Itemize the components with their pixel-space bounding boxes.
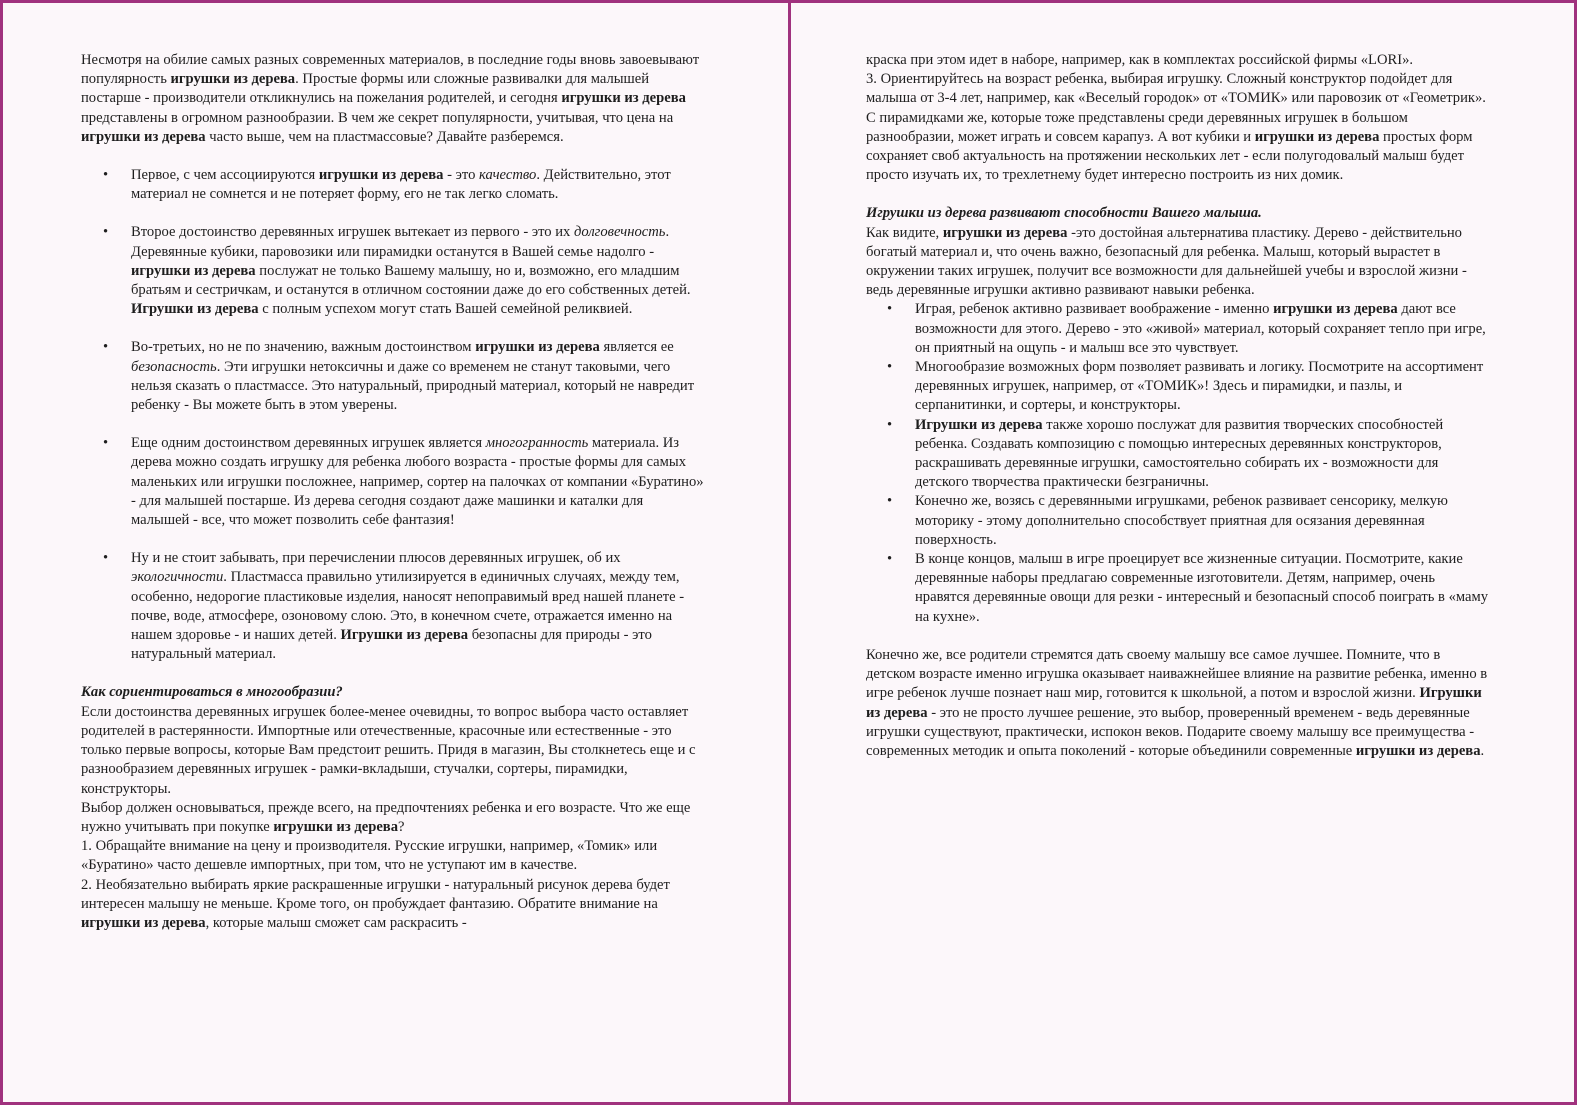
list-item: • Первое, с чем ассоциируются игрушки из дерева - это качество. Действительно, этот материал не сомнется и не потеряет форму, его не так легко сломать. — [103, 167, 671, 203]
bullet-icon: • — [103, 224, 109, 241]
page-right — [866, 51, 1489, 761]
bullet-icon: • — [103, 339, 109, 356]
development-paragraph: Как видите, игрушки из дерева -это достойная альтернатива пластику. Дерево - действительно богатый материал и, что очень важно, безопасный для ребенка. Малыш, который вырастет в окружении таких игрушек, получит все возможности для дальнейшей учебы и взрослой жизни - ведь деревянные игрушки активно развивают навыки ребенка. — [866, 224, 1467, 299]
list-item: • Играя, ребенок активно развивает воображение - именно игрушки из дерева дают все возможности для этого. Дерево - это «живой» материал, который сохраняет тепло при игре, он приятный на ощупь - и малыш все это чувствует. — [887, 301, 1486, 356]
list-item: • Многообразие возможных форм позволяет развивать и логику. Посмотрите на ассортимент деревянных игрушек, например, от «ТОМИК»! Здесь и пирамидки, и пазлы, и серпанитинки, и сортеры, и конструкторы. — [887, 359, 1484, 414]
section-heading: Игрушки из дерева развивают способности Вашего малыша. — [866, 205, 1262, 222]
list-item: • Еще одним достоинством деревянных игрушек является многогранность материала. Из дерева можно создать игрушку для ребенка любого возраста - простые формы для самых маленьких или игрушки посложнее, например, сортер на палочках от компании «Буратино» - для малышей постарше. Из дерева сегодня создают даже машинки и каталки для малышей - все, что может позволить себе фантазия! — [103, 435, 704, 529]
numbered-item-2: 2. Необязательно выбирать яркие раскрашенные игрушки - натуральный рисунок дерева будет интересен малышу не меньше. Кроме того, он пробуждает фантазию. Обратите внимание на игрушки из дерева, которые малыш сможет сам раскрасить - — [81, 876, 670, 931]
basis-paragraph: Выбор должен основываться, прежде всего, на предпочтениях ребенка и его возрасте. Что же еще нужно учитывать при покупке игрушки из дерева? — [81, 799, 691, 835]
bullet-icon: • — [103, 435, 109, 452]
intro-paragraph: Несмотря на обилие самых разных современных материалов, в последние годы вновь завоевывают популярность игрушки из дерева. Простые формы или сложные развивалки для малышей постарше - производители откликнулись на пожелания родителей, и сегодня игрушки из дерева представлены в огромном разнообразии. В чем же секрет популярности, учитывая, что цена на игрушки из дерева часто выше, чем на пластмассовые? Давайте разберемся. — [81, 52, 700, 145]
development-list — [866, 300, 1489, 626]
bullet-icon: • — [103, 167, 109, 184]
bullet-icon: • — [887, 301, 893, 318]
bullet-icon: • — [887, 416, 893, 433]
bullet-icon: • — [103, 550, 109, 567]
bullet-icon: • — [887, 359, 893, 376]
numbered-item-3: 3. Ориентируйтесь на возраст ребенка, выбирая игрушку. Сложный конструктор подойдет для малыша от 3-4 лет, например, как «Веселый городок» от «ТОМИК» или паровозик от «Геометрик». С пирамидками же, которые тоже представлены среди деревянных игрушек в большом разнообразии, может играть и совсем карапуз. А вот кубики и игрушки из дерева простых форм сохраняет своб актуальность на протяжении нескольких лет - если полугодовалый малыш будет просто изучать их, то трехлетнему будет интересно построить из них домик. — [866, 71, 1486, 184]
continuation-text: краска при этом идет в наборе, например, как в комплектах российской фирмы «LORI». — [866, 52, 1414, 68]
final-paragraph: Конечно же, все родители стремятся дать своему малышу все самое лучшее. Помните, что в детском возрасте именно игрушка оказывает наиважнейшее влияние на развитие ребенка, именно в игре ребенок лучше познает наш мир, готовится к школьной, а потом и взрослой жизни. Игрушки из дерева - это не просто лучшее решение, это выбор, проверенный временем - ведь деревянные игрушки существуют, практически, испокон веков. Подарите своему малышу все преимущества - современных методик и опыта поколений - которые объединили современные игрушки из дерева. — [866, 646, 1488, 759]
list-item: • Во-третьих, но не по значению, важным достоинством игрушки из дерева является ее безопасность. Эти игрушки нетоксичны и даже со временем не станут таковыми, чего нельзя сказать о пластмассе. Это натуральный, природный материал, который не навредит ребенку - Вы можете быть в этом уверены. — [103, 339, 695, 414]
section-heading: Как сориентироваться в многообразии? — [81, 684, 343, 701]
choice-paragraph: Если достоинства деревянных игрушек более-менее очевидны, то вопрос выбора часто оставляет родителей в растерянности. Импортные или отечественные, красочные или естественные - это только первые вопросы, которые Вам предстоит решить. Придя в магазин, Вы столкнетесь еще и с разнообразием деревянных игрушек - рамки-вкладыши, стучалки, сортеры, пирамидки, конструкторы. — [81, 703, 696, 797]
bullet-icon: • — [887, 493, 893, 510]
list-item: • Ну и не стоит забывать, при перечислении плюсов деревянных игрушек, об их экологичности. Пластмасса правильно утилизируется в единичных случаях, между тем, особенно, недорогие пластиковые изделия, наносят непоправимый вред нашей планете - почве, воде, атмосфере, озоновому слою. Это, в конечном счете, отражается именно на нашем здоровье - и наших детей. Игрушки из дерева безопасны для природы - это натуральный материал. — [103, 550, 685, 663]
list-item: • Второе достоинство деревянных игрушек вытекает из первого - это их долговечность. Деревянные кубики, паровозики или пирамидки останутся в Вашей семье надолго - игрушки из дерева послужат не только Вашему малышу, но и, возможно, его младшим братьям и сестричкам, и останутся в отличном состоянии даже до его собственных детей. Игрушки из дерева с полным успехом могут стать Вашей семейной реликвией. — [103, 224, 691, 318]
page-left — [81, 51, 704, 933]
page-divider — [788, 3, 791, 1102]
bullet-icon: • — [887, 551, 893, 568]
numbered-item-1: 1. Обращайте внимание на цену и производителя. Русские игрушки, например, «Томик» или «Буратино» часто дешевле импортных, при том, что не уступают им в качестве. — [81, 838, 658, 874]
list-item: • Игрушки из дерева также хорошо послужат для развития творческих способностей ребенка. Создавать композицию с помощью интересных деревянных конструкторов, раскрашивать деревянные игрушки, самостоятельно собирать их - возможности для детского творчества практически безграничны. — [887, 416, 1444, 491]
list-item: • В конце концов, малыш в игре проецирует все жизненные ситуации. Посмотрите, какие деревянные наборы предлагаю современные изготовители. Детям, например, очень нравятся деревянные овощи для резки - интересный и безопасный способ поиграть в «маму на кухне». — [887, 551, 1489, 625]
advantages-list — [81, 166, 704, 664]
list-item: • Конечно же, возясь с деревянными игрушками, ребенок развивает сенсорику, мелкую моторику - этому дополнительно способствует приятная для осязания деревянная поверхность. — [887, 493, 1448, 548]
